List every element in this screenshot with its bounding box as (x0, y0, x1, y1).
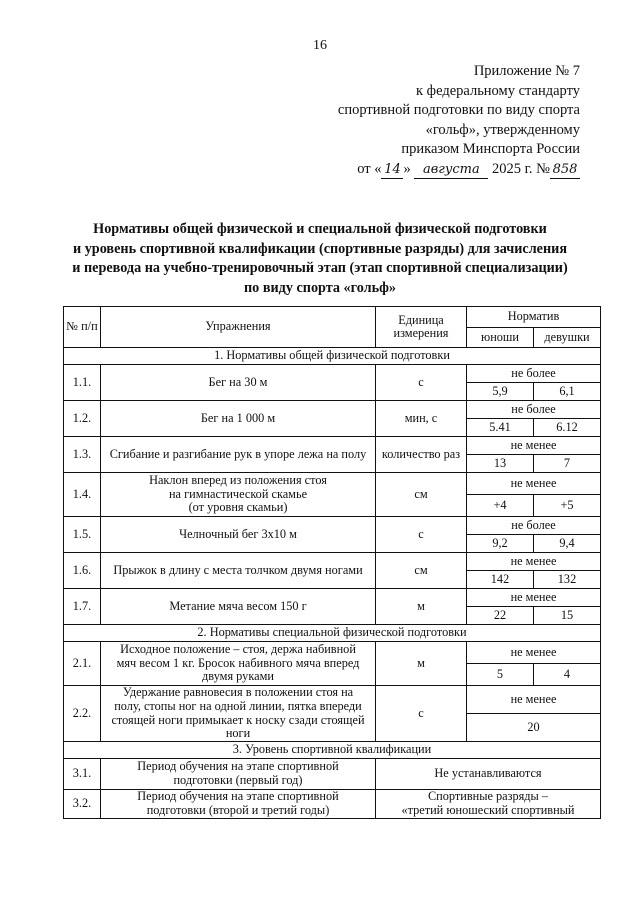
document-title (40, 220, 600, 298)
value-line: «третий юношеский спортивный (401, 803, 575, 817)
exercise-line: Период обучения на этапе спортивной (137, 759, 339, 774)
row-value-boys: 13 (467, 455, 534, 473)
table-row (64, 759, 601, 790)
row-value-boys: 5,9 (467, 383, 534, 401)
row-exercise (101, 473, 376, 517)
row-condition: не менее (467, 553, 601, 571)
page-number: 16 (313, 38, 327, 53)
row-number: 1.1. (64, 365, 101, 401)
appendix-line-1: Приложение № 7 (473, 63, 580, 79)
table-row (64, 790, 601, 819)
date-prefix: от « (357, 160, 382, 177)
exercise-line: Период обучения на этапе спортивной (137, 789, 339, 804)
section-title: 2. Нормативы специальной физической подготовки (64, 625, 601, 642)
title-line-2: и уровень спортивной квалификации (спортивные разряды) для зачисления (72, 240, 567, 257)
title-line-4: по виду спорта «гольф» (244, 279, 396, 296)
table-header-row (64, 307, 601, 328)
exercise-line: на гимнастической скамье (168, 486, 308, 501)
section-title: 3. Уровень спортивной квалификации (64, 742, 601, 759)
row-value-girls: 9,4 (534, 535, 601, 553)
row-value-girls: 7 (534, 455, 601, 473)
row-exercise: Метание мяча весом 150 г (101, 589, 376, 625)
row-value-boys: 5 (467, 664, 534, 686)
row-number: 1.3. (64, 437, 101, 473)
section-row (64, 625, 601, 642)
row-number: 3.1. (64, 759, 101, 790)
row-unit: см (376, 553, 467, 589)
row-exercise (101, 759, 376, 790)
row-number: 1.5. (64, 517, 101, 553)
row-number: 2.1. (64, 642, 101, 686)
appendix-line-4: «гольф», утвержденному (425, 121, 580, 138)
table-row (64, 553, 601, 571)
row-value (376, 759, 601, 790)
row-unit: м (376, 589, 467, 625)
row-value-boys: 9,2 (467, 535, 534, 553)
row-condition: не менее (467, 437, 601, 455)
row-condition: не менее (467, 473, 601, 495)
row-number: 1.7. (64, 589, 101, 625)
header-girls: девушки (534, 327, 601, 348)
table-row (64, 686, 601, 714)
handwritten-order-number: 858 (550, 162, 580, 179)
value-line: Спортивные разряды – (427, 789, 549, 804)
row-value-boys: +4 (467, 495, 534, 517)
row-condition: не более (467, 401, 601, 419)
row-value-girls: 132 (534, 571, 601, 589)
row-exercise (101, 686, 376, 742)
date-mid: » (403, 160, 411, 177)
row-exercise: Бег на 30 м (101, 365, 376, 401)
row-value-boys: 5.41 (467, 419, 534, 437)
row-condition: не более (467, 365, 601, 383)
header-norm: Норматив (467, 307, 601, 328)
handwritten-month: августа (414, 162, 488, 179)
row-unit: с (376, 686, 467, 742)
exercise-line: подготовки (второй и третий годы) (146, 803, 330, 817)
row-value-girls: +5 (534, 495, 601, 517)
title-line-3: и перевода на учебно-тренировочный этап (этап спортивной специализации) (72, 260, 568, 276)
row-number: 1.4. (64, 473, 101, 517)
section-row (64, 348, 601, 365)
table-row (64, 589, 601, 607)
row-condition: не менее (467, 642, 601, 664)
handwritten-day: 14 (381, 162, 403, 179)
header-no: № п/п (64, 307, 101, 348)
appendix-line-3: спортивной подготовки по виду спорта (337, 102, 580, 118)
row-number: 1.2. (64, 401, 101, 437)
exercise-line: ноги (225, 726, 251, 741)
row-exercise: Сгибание и разгибание рук в упоре лежа на полу (101, 437, 376, 473)
row-value-girls: 6.12 (534, 419, 601, 437)
row-condition: не менее (467, 686, 601, 714)
row-number: 2.2. (64, 686, 101, 742)
row-value (376, 790, 601, 819)
row-value-girls: 4 (534, 664, 601, 686)
exercise-line: Наклон вперед из положения стоя (149, 473, 327, 488)
header-boys: юноши (467, 327, 534, 348)
section-row (64, 742, 601, 759)
exercise-line: (от уровня скамьи) (188, 500, 288, 515)
exercise-line: Удержание равновесия в положении стоя на (122, 685, 354, 700)
row-number: 1.6. (64, 553, 101, 589)
row-value-boys: 142 (467, 571, 534, 589)
order-date-line (280, 160, 580, 180)
table-row (64, 437, 601, 455)
table-row (64, 401, 601, 419)
header-unit: Единица измерения (376, 307, 467, 348)
row-value-girls: 15 (534, 607, 601, 625)
row-condition: не более (467, 517, 601, 535)
row-exercise: Челночный бег 3х10 м (101, 517, 376, 553)
row-number: 3.2. (64, 790, 101, 819)
row-exercise (101, 790, 376, 819)
row-unit: с (376, 365, 467, 401)
row-exercise: Прыжок в длину с места толчком двумя ногами (101, 553, 376, 589)
row-exercise (101, 642, 376, 686)
row-value-girls: 6,1 (534, 383, 601, 401)
row-unit: м (376, 642, 467, 686)
table-row (64, 473, 601, 495)
row-exercise: Бег на 1 000 м (101, 401, 376, 437)
exercise-line: двумя руками (202, 669, 274, 684)
row-unit: с (376, 517, 467, 553)
row-value-both: 20 (467, 714, 601, 742)
exercise-line: стоящей ноги примыкает к носку сзади стоящей (111, 712, 365, 727)
exercise-line: подготовки (первый год) (173, 773, 303, 787)
row-value-boys: 22 (467, 607, 534, 625)
appendix-line-5: приказом Минспорта России (401, 141, 580, 157)
header-exercise: Упражнения (101, 307, 376, 348)
section-title: 1. Нормативы общей физической подготовки (64, 348, 601, 365)
value-line: Не устанавливаются (434, 766, 542, 781)
row-unit: количество раз (376, 437, 467, 473)
exercise-line: Исходное положение – стоя, держа набивной (120, 642, 356, 657)
table-row (64, 365, 601, 383)
exercise-line: мяч весом 1 кг. Бросок набивного мяча вперед (116, 655, 360, 670)
exercise-line: полу, стопы ног на одной линии, пятка впереди (114, 698, 362, 713)
table-row (64, 517, 601, 535)
row-unit: см (376, 473, 467, 517)
row-condition: не менее (467, 589, 601, 607)
table-row (64, 642, 601, 664)
date-year: 2025 г. № (491, 160, 550, 177)
row-unit: мин, с (376, 401, 467, 437)
appendix-line-2: к федеральному стандарту (416, 82, 580, 99)
appendix-header (280, 62, 580, 179)
standards-table (63, 306, 601, 819)
title-line-1: Нормативы общей физической и специальной физической подготовки (93, 221, 547, 237)
